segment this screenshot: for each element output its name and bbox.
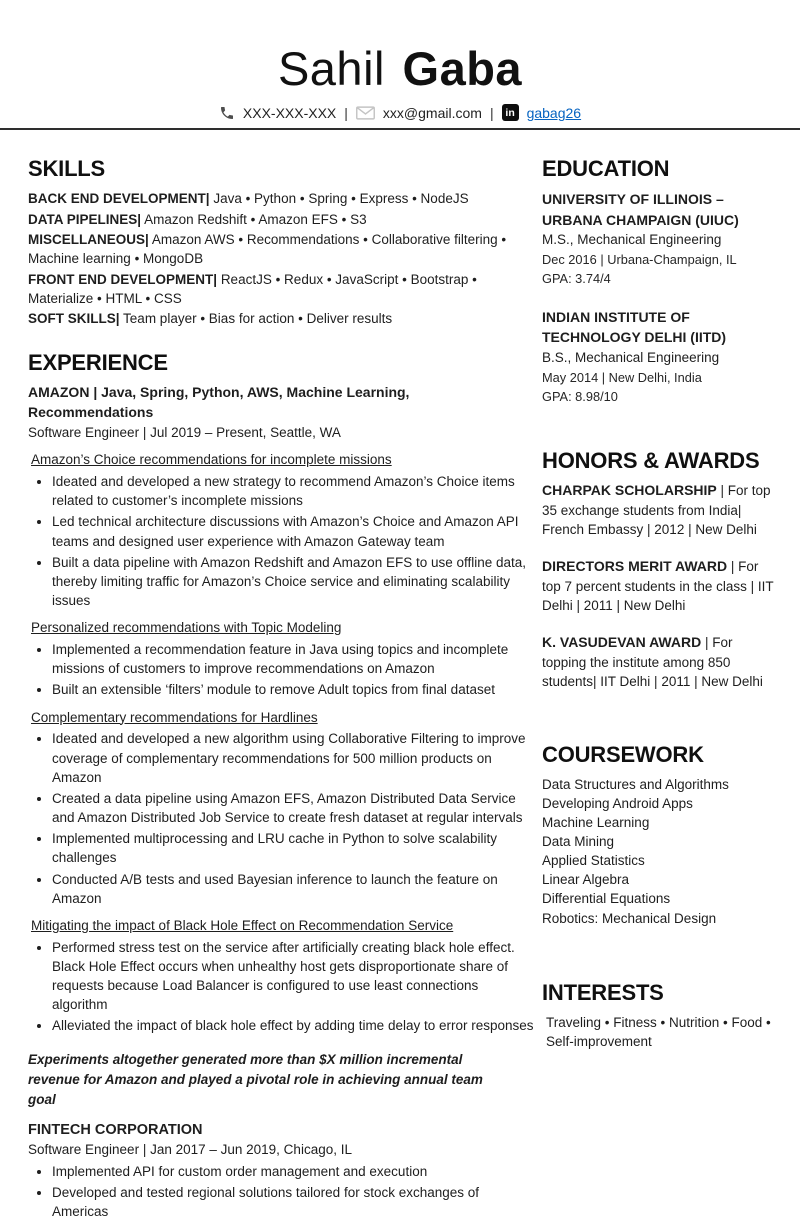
degree: M.S., Mechanical Engineering <box>542 231 722 247</box>
job-title-line <box>28 383 536 422</box>
award-detail: | For topping the institute among 850 students| IIT Delhi | 2011 | New Delhi <box>542 635 763 690</box>
resume-header <box>0 0 800 128</box>
degree: B.S., Mechanical Engineering <box>542 349 720 365</box>
award-entry <box>542 557 778 615</box>
award-name: CHARPAK SCHOLARSHIP <box>542 481 717 498</box>
page-title <box>0 44 800 93</box>
course-item: Robotics: Mechanical Design <box>542 910 717 926</box>
bullet-item: • Developed and tested regional solutions tailored for stock exchanges of Americas <box>52 1183 536 1221</box>
education-entry <box>542 307 778 406</box>
linkedin-icon: in <box>502 104 519 121</box>
bullet-item: • Built an extensible ‘filters’ module to remove Adult topics from final dataset <box>52 680 536 699</box>
impact-summary: Experiments altogether generated more than $X million incremental revenue for Amazon and played a pivotal role in achieving annual team goal <box>28 1052 483 1107</box>
skill-values: Java • Python • Spring • Express • NodeJS <box>213 191 469 207</box>
education-title: EDUCATION <box>542 156 670 182</box>
award-detail: | For top 35 exchange students from India| French Embassy | 2012 | New Delhi <box>542 482 771 537</box>
company-name: AMAZON <box>28 384 90 401</box>
skill-values: ReactJS • Redux • JavaScript • Bootstrap • Materialize • HTML • CSS <box>28 271 477 306</box>
education-entry <box>542 189 778 288</box>
skill-values: Amazon AWS • Recommendations • Collaborative filtering • Machine learning • MongoDB <box>28 231 507 267</box>
bullet-item: • Implemented multiprocessing and LRU cache in Python to solve scalability challenges <box>52 829 536 867</box>
separator: | <box>489 104 494 121</box>
interests-title: INTERESTS <box>542 979 664 1005</box>
bullet-item: • Implemented API for custom order management and execution <box>52 1162 536 1181</box>
school-name: UNIVERSITY OF ILLINOIS – URBANA CHAMPAIGN (UIUC) <box>542 191 739 228</box>
first-name: Sahil <box>277 42 385 95</box>
award-entry <box>542 481 778 539</box>
project-heading: Mitigating the impact of Black Hole Effect on Recommendation Service <box>31 917 454 933</box>
skill-values: Team player • Bias for action • Deliver results <box>123 311 393 327</box>
project-heading: Amazon’s Choice recommendations for incomplete missions <box>31 452 392 468</box>
right-column <box>542 156 778 1223</box>
skill-line <box>28 270 536 309</box>
email-address: xxx@gmail.com <box>382 104 482 121</box>
bullet-item: • Built a data pipeline with Amazon Redshift and Amazon EFS to use offline data, thereby limiting traffic for Amazon’s Choice service and eliminating scalability issues <box>52 553 536 610</box>
linkedin-link[interactable]: gabag26 <box>526 104 582 121</box>
project-bullets <box>28 938 536 1036</box>
course-item: Data Structures and Algorithms <box>542 776 729 792</box>
content-columns <box>0 130 800 1223</box>
project-bullets <box>28 729 536 907</box>
bullet-item: • Implemented a recommendation feature in Java using topics and incomplete missions of customers to improve recommendations on Amazon <box>52 640 536 678</box>
separator: | <box>344 104 348 121</box>
skill-line <box>28 210 536 229</box>
bullet-item: • Conducted A/B tests and used Bayesian inference to launch the feature on Amazon <box>52 870 536 908</box>
project-heading: Personalized recommendations with Topic Modeling <box>31 620 342 636</box>
job-amazon <box>28 383 536 1109</box>
project-bullets <box>28 640 536 699</box>
bullet-item: • Led technical architecture discussions with Amazon’s Choice and Amazon API teams and designed user experience with Amazon Gateway team <box>52 512 536 550</box>
course-item: Data Mining <box>542 833 615 849</box>
course-item: Linear Algebra <box>542 872 630 888</box>
date-location: May 2014 | New Delhi, India <box>542 369 702 385</box>
skill-category: FRONT END DEVELOPMENT| <box>28 271 218 287</box>
honors-title: HONORS & AWARDS <box>542 447 760 473</box>
skill-line <box>28 309 536 328</box>
job-fintech <box>28 1120 536 1221</box>
skill-line <box>28 189 536 208</box>
skill-category: DATA PIPELINES| <box>28 211 142 227</box>
experience-title: EXPERIENCE <box>28 350 168 376</box>
course-item: Differential Equations <box>542 891 671 907</box>
course-item: Machine Learning <box>542 814 650 830</box>
skill-line <box>28 230 536 269</box>
award-name: K. VASUDEVAN AWARD <box>542 634 702 651</box>
school-name: INDIAN INSTITUTE OF TECHNOLOGY DELHI (IITD) <box>542 309 727 346</box>
project-heading: Complementary recommendations for Hardlines <box>31 709 318 725</box>
gpa: GPA: 3.74/4 <box>542 270 611 286</box>
gpa: GPA: 8.98/10 <box>542 388 618 404</box>
company-name: FINTECH CORPORATION <box>28 1122 203 1139</box>
job-title-line <box>28 1120 536 1140</box>
email-icon <box>356 106 375 120</box>
phone-icon <box>219 105 235 121</box>
bullet-item: • Ideated and developed a new algorithm using Collaborative Filtering to improve coverage of complementary recommendations for 500 million products on Amazon <box>52 729 536 786</box>
bullet-item: • Performed stress test on the service after artificially creating black hole effect. Black Hole Effect occurs when unhealthy host gets disproportionate share of requests because Load Balancer is configured to use least connections algorithm <box>52 938 536 1015</box>
award-entry <box>542 633 778 691</box>
job-role-line: Software Engineer | Jan 2017 – Jun 2019, Chicago, IL <box>28 1142 352 1158</box>
award-detail: | For top 7 percent students in the class | IIT Delhi | 2011 | New Delhi <box>542 559 774 614</box>
skill-category: BACK END DEVELOPMENT| <box>28 191 210 207</box>
skill-category: SOFT SKILLS| <box>28 311 120 327</box>
award-name: DIRECTORS MERIT AWARD <box>542 558 728 575</box>
skill-values: Amazon Redshift • Amazon EFS • S3 <box>144 211 367 227</box>
contact-bar <box>0 104 800 128</box>
course-item: Applied Statistics <box>542 853 645 869</box>
interests-list: Traveling • Fitness • Nutrition • Food • Self-improvement <box>546 1014 771 1050</box>
left-column <box>28 156 536 1223</box>
last-name: Gaba <box>402 42 523 95</box>
job-role-line: Software Engineer | Jul 2019 – Present, Seattle, WA <box>28 424 341 440</box>
coursework-title: COURSEWORK <box>542 741 704 767</box>
project-bullets <box>28 472 536 610</box>
bullet-item: • Ideated and developed a new strategy to recommend Amazon’s Choice items related to customer’s incomplete missions <box>52 472 536 510</box>
bullet-item: • Created a data pipeline using Amazon EFS, Amazon Distributed Data Service and Amazon Distributed Job Service to create fresh dataset at regular intervals <box>52 789 536 827</box>
job-skills-summary: | Java, Spring, Python, AWS, Machine Learning, Recommendations <box>28 384 410 421</box>
phone-number: XXX-XXX-XXX <box>242 104 337 121</box>
job-bullets <box>28 1162 536 1221</box>
bullet-item: • Alleviated the impact of black hole effect by adding time delay to error responses <box>52 1016 536 1035</box>
course-item: Developing Android Apps <box>542 795 693 811</box>
skills-title: SKILLS <box>28 156 106 182</box>
skill-category: MISCELLANEOUS| <box>28 231 149 247</box>
date-location: Dec 2016 | Urbana-Champaign, IL <box>542 251 737 267</box>
